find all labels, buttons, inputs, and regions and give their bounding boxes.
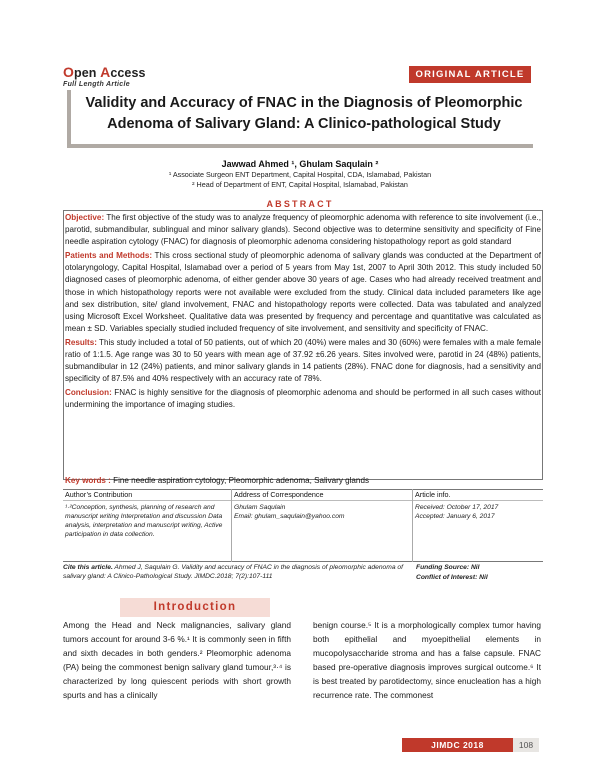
contribution-heading: Author’s Contribution (63, 489, 231, 501)
brand-access-rest: ccess (110, 66, 146, 80)
contribution-column (63, 489, 231, 562)
keywords-text: Fine needle aspiration cytology, Pleomorphic adenoma, Salivary glands (113, 476, 369, 485)
address-name: Ghulam Saqulain (234, 504, 286, 511)
conclusion-label: Conclusion: (65, 388, 112, 398)
methods-text: This cross sectional study of pleomorphic adenoma of salivary glands was conducted at the Department of otolaryngology, Capital Hospital, Islamabad over a period of 5 years from May 1st, 2007 to April 30th 2012. This study included 50 diagnosed cases of pleomorphic adenoma, of either gender above 30 years of age. Cases who had already received treatment and those in which histopathology reports were not available were excluded from the study. Clinical data included parameters like age and sex distribution, site/ gland involvement, FNAC and histopathology reports were collected. Data was tabulated and analyzed using Microsoft Excel Worksheet. Qualitative data was presented by frequency and percentage and quantitative was calculated as mean ± SD. Variables specially studied included frequency of site involvement, and sensitivity and specificity of FNAC. (65, 251, 541, 333)
intro-left-column: Among the Head and Neck malignancies, salivary gland tumors account for around 3-6 %.¹ It is commonly seen in fifth and sixth decades in both genders.² Pleomorphic adenoma (PA) being the commonest benign salivary gland tumour,³·⁴ is characterized by long quiescent periods with short growth spurts and has a clinically (63, 620, 291, 701)
introduction-heading: Introduction (120, 598, 270, 617)
brand-open-rest: pen (74, 66, 101, 80)
journal-brand (63, 64, 146, 88)
footer-journal: JIMDC 2018 (402, 738, 513, 752)
contribution-body: ¹·²Conception, synthesis, planning of research and manuscript writing Interpretation and discussion Data analysis, interpretation and manuscript writing, Active participation in data collection. (65, 504, 223, 538)
results-label: Results: (65, 337, 97, 347)
affiliation-2: ² Head of Department of ENT, Capital Hospital, Islamabad, Pakistan (192, 180, 408, 189)
page-number: 108 (513, 738, 539, 752)
citation-text: Ahmed J, Saqulain G. Validity and accuracy of FNAC in the diagnosis of pleomorphic adenoma of salivary gland: A Clinico-Pathological Study. JIMDC.2018; 7(2):107-111 (63, 564, 404, 580)
address-email[interactable]: Email: ghulam_saqulain@yahoo.com (234, 513, 345, 520)
brand-access-cap: A (100, 64, 111, 80)
article-info-heading: Article info. (413, 489, 543, 501)
abstract-methods (65, 250, 541, 335)
abstract-conclusion (65, 387, 541, 411)
keywords (65, 476, 541, 485)
paper-title: Validity and Accuracy of FNAC in the Diagnosis of Pleomorphic Adenoma of Salivary Gland: A Clinico-pathological Study (85, 95, 523, 132)
intro-right-column: benign course.⁵ It is a morphologically complex tumor having both epithelial and myoepithelial elements in mucopolysaccharide stroma and has a false capsule. FNAC based pre-operative diagnosis improves surgical outcome.⁶ It is best treated by parotidectomy, since enucleation has a high recurrence rate. The commonest (313, 620, 541, 701)
article-info-column (413, 489, 543, 562)
address-body (232, 501, 412, 523)
accepted-date: Accepted: January 6, 2017 (415, 513, 495, 520)
affiliation-1: ¹ Associate Surgeon ENT Department, Capital Hospital, CDA, Islamabad, Pakistan (168, 170, 432, 179)
abstract-results (65, 337, 541, 385)
citation-label: Cite this article. (63, 564, 113, 571)
objective-label: Objective: (65, 213, 105, 222)
authors: Jawwad Ahmed ¹, Ghulam Saqulain ² (221, 159, 379, 169)
conclusion-text: FNAC is highly sensitive for the diagnosis of pleomorphic adenoma and should be performed in all such cases without undermining the importance of imaging studies. (65, 388, 541, 410)
methods-label: Patients and Methods: (65, 251, 153, 261)
abstract-heading: ABSTRACT (266, 199, 334, 209)
citation (63, 563, 413, 581)
funding-conflict (416, 563, 546, 583)
brand-title (63, 64, 146, 80)
abstract-body (65, 212, 541, 414)
received-date: Received: October 17, 2017 (415, 504, 499, 511)
funding-source: Funding Source: Nil (416, 564, 480, 571)
conflict-of-interest: Conflict of Interest: Nil (416, 574, 488, 581)
article-info-body (413, 501, 543, 523)
address-column (232, 489, 412, 562)
results-text: This study included a total of 50 patients, out of which 20 (40%) were males and 30 (60%) were females with a male female ratio of 1:1.5. Age range was 30 to 50 years with mean age of 37.92 ±6.26 years. Sites involved were, parotid in 24 (48%) patients, submandibular in 12 (24%) patients, and minor salivary glands in 14 patients (28%). FNAC done for diagnosis, had a sensitivity and specificity of 87.5% and 40% respectively with an accuracy rate of 78%. (65, 337, 541, 384)
article-type-badge: ORIGINAL ARTICLE (409, 66, 531, 83)
objective-text: The first objective of the study was to analyze frequency of pleomorphic adenoma with reference to site involvement (i.e., parotid, submandibular, sublingual and minor salivary glands). Second objective was to determine sensitivity and specificity of Fine needle aspiration cytology (FNAC) for diagnosis of pleomorphic adenoma considering histopathology report as gold standard (65, 213, 541, 247)
brand-subtitle: Full Length Article (63, 81, 130, 88)
keywords-label: Key words : (65, 476, 111, 485)
address-heading: Address of Correspondence (232, 489, 412, 501)
abstract-objective (65, 212, 541, 248)
brand-open-cap: O (63, 64, 74, 80)
